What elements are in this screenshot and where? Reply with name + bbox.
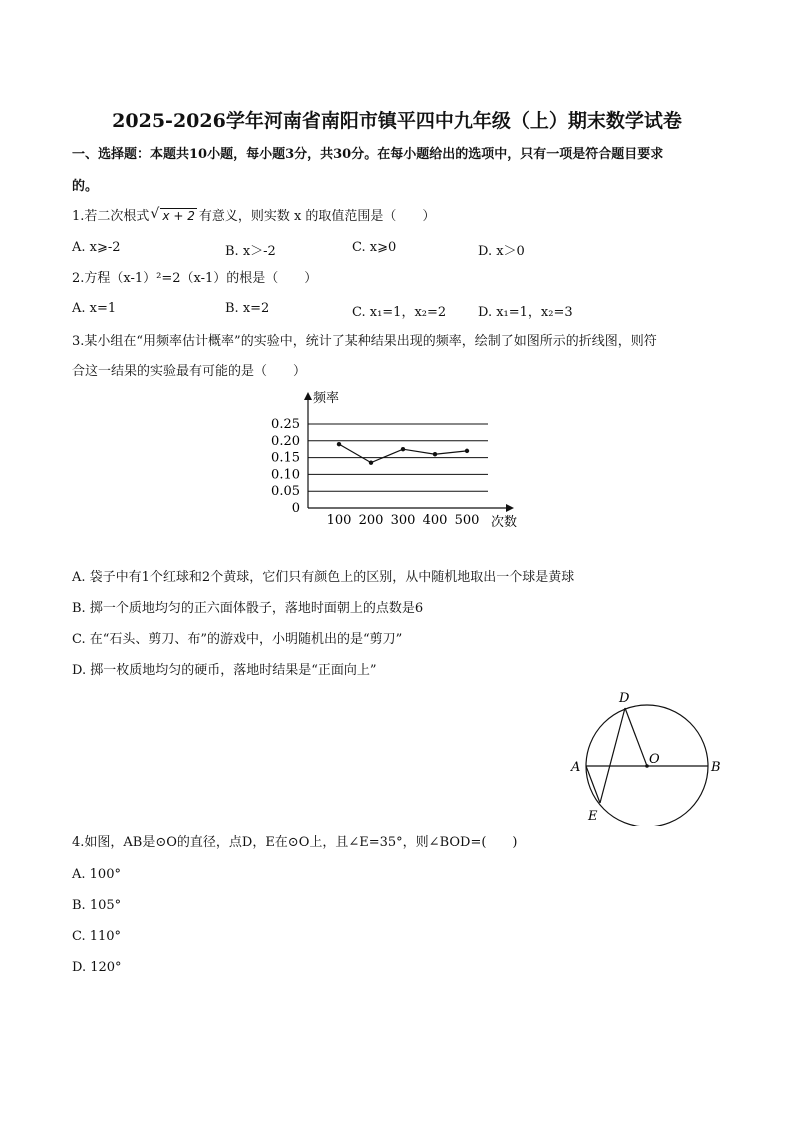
q4-option-a: A. 100° bbox=[72, 867, 121, 882]
q2-option-d: D. x₁=1，x₂=3 bbox=[478, 305, 573, 320]
q1-prefix: 1.若二次根式 bbox=[72, 209, 150, 224]
q4-option-d: D. 120° bbox=[72, 960, 122, 975]
segment-ae bbox=[586, 766, 600, 803]
frequency-line-chart bbox=[260, 386, 540, 532]
q2-option-b: B. x=2 bbox=[225, 301, 270, 316]
data-point-300 bbox=[401, 447, 405, 451]
page-title: 2025-2026学年河南省南阳市镇平四中九年级（上）期末数学试卷 bbox=[112, 110, 682, 132]
label-e: E bbox=[588, 809, 598, 824]
q2-option-c: C. x₁=1，x₂=2 bbox=[352, 305, 447, 320]
q1-option-c: C. x⩾0 bbox=[352, 240, 397, 255]
q2-option-a: A. x=1 bbox=[72, 301, 117, 316]
data-point-500 bbox=[465, 449, 469, 453]
q1-option-b: B. x＞-2 bbox=[225, 244, 276, 259]
q1-radicand: x + 2 bbox=[162, 209, 195, 223]
chart-y-ticks bbox=[271, 417, 300, 516]
y-axis-arrow bbox=[304, 392, 312, 400]
label-o: O bbox=[649, 752, 660, 767]
chart-series bbox=[337, 442, 469, 465]
q3-option-a: A. 袋子中有1个红球和2个黄球，它们只有颜色上的区别，从中随机地取出一个球是黄球 bbox=[72, 570, 575, 585]
label-b: B bbox=[711, 760, 721, 775]
q1-option-a: A. x⩾-2 bbox=[72, 240, 121, 255]
question-3-stem-line2: 合这一结果的实验最有可能的是（ ） bbox=[72, 364, 307, 379]
x-tick-label: 500 bbox=[454, 513, 480, 528]
q1-option-d: D. x＞0 bbox=[478, 244, 525, 259]
y-tick-label: 0.20 bbox=[271, 433, 300, 449]
q3-option-d: D. 掷一枚质地均匀的硬币，落地时结果是“正面向上” bbox=[72, 663, 377, 678]
question-3-stem-line1: 3.某小组在“用频率估计概率”的实验中，统计了某种结果出现的频率，绘制了如图所示的折线图，则符 bbox=[72, 334, 657, 349]
sqrt-expression bbox=[151, 206, 196, 227]
data-point-100 bbox=[337, 442, 341, 446]
q3-option-b: B. 掷一个质地均匀的正六面体骰子，落地时面朝上的点数是6 bbox=[72, 601, 424, 616]
chart-axes bbox=[304, 392, 514, 512]
q1-suffix: 有意义，则实数 x 的取值范围是（ ） bbox=[198, 209, 436, 224]
y-tick-label: 0 bbox=[291, 501, 300, 516]
section-heading: 一、选择题：本题共10小题，每小题3分，共30分。在每小题给出的选项中，只有一项是符合题目要求 bbox=[72, 147, 664, 162]
x-tick-label: 400 bbox=[422, 513, 448, 528]
label-d: D bbox=[619, 691, 630, 706]
data-point-200 bbox=[369, 460, 373, 464]
question-1-stem bbox=[72, 206, 435, 227]
y-tick-label: 0.15 bbox=[271, 450, 300, 466]
chart-x-axis-label: 次数 bbox=[491, 515, 518, 530]
question-4-stem: 4.如图，AB是⊙O的直径，点D，E在⊙O上，且∠E=35°，则∠BOD=( ) bbox=[72, 835, 518, 850]
data-point-400 bbox=[433, 452, 437, 456]
q4-option-c: C. 110° bbox=[72, 929, 122, 944]
x-tick-label: 300 bbox=[390, 513, 416, 528]
q4-option-b: B. 105° bbox=[72, 898, 122, 913]
segment-do bbox=[625, 708, 647, 766]
chart-x-ticks bbox=[327, 513, 480, 528]
y-tick-label: 0.25 bbox=[271, 417, 300, 432]
circle-geometry-figure bbox=[560, 686, 730, 826]
y-tick-label: 0.10 bbox=[271, 467, 300, 483]
chart-y-axis-label: 频率 bbox=[313, 391, 340, 406]
label-a: A bbox=[571, 760, 581, 775]
chart-grid bbox=[308, 424, 488, 491]
question-2-stem: 2.方程（x-1）²=2（x-1）的根是（ ） bbox=[72, 271, 318, 286]
q3-option-c: C. 在“石头、剪刀、布”的游戏中，小明随机出的是“剪刀” bbox=[72, 632, 403, 647]
x-tick-label: 200 bbox=[358, 513, 384, 528]
y-tick-label: 0.05 bbox=[271, 484, 300, 500]
section-heading-cont: 的。 bbox=[72, 179, 99, 194]
x-tick-label: 100 bbox=[326, 513, 352, 528]
x-axis-arrow bbox=[506, 504, 514, 512]
frequency-line bbox=[339, 444, 467, 462]
